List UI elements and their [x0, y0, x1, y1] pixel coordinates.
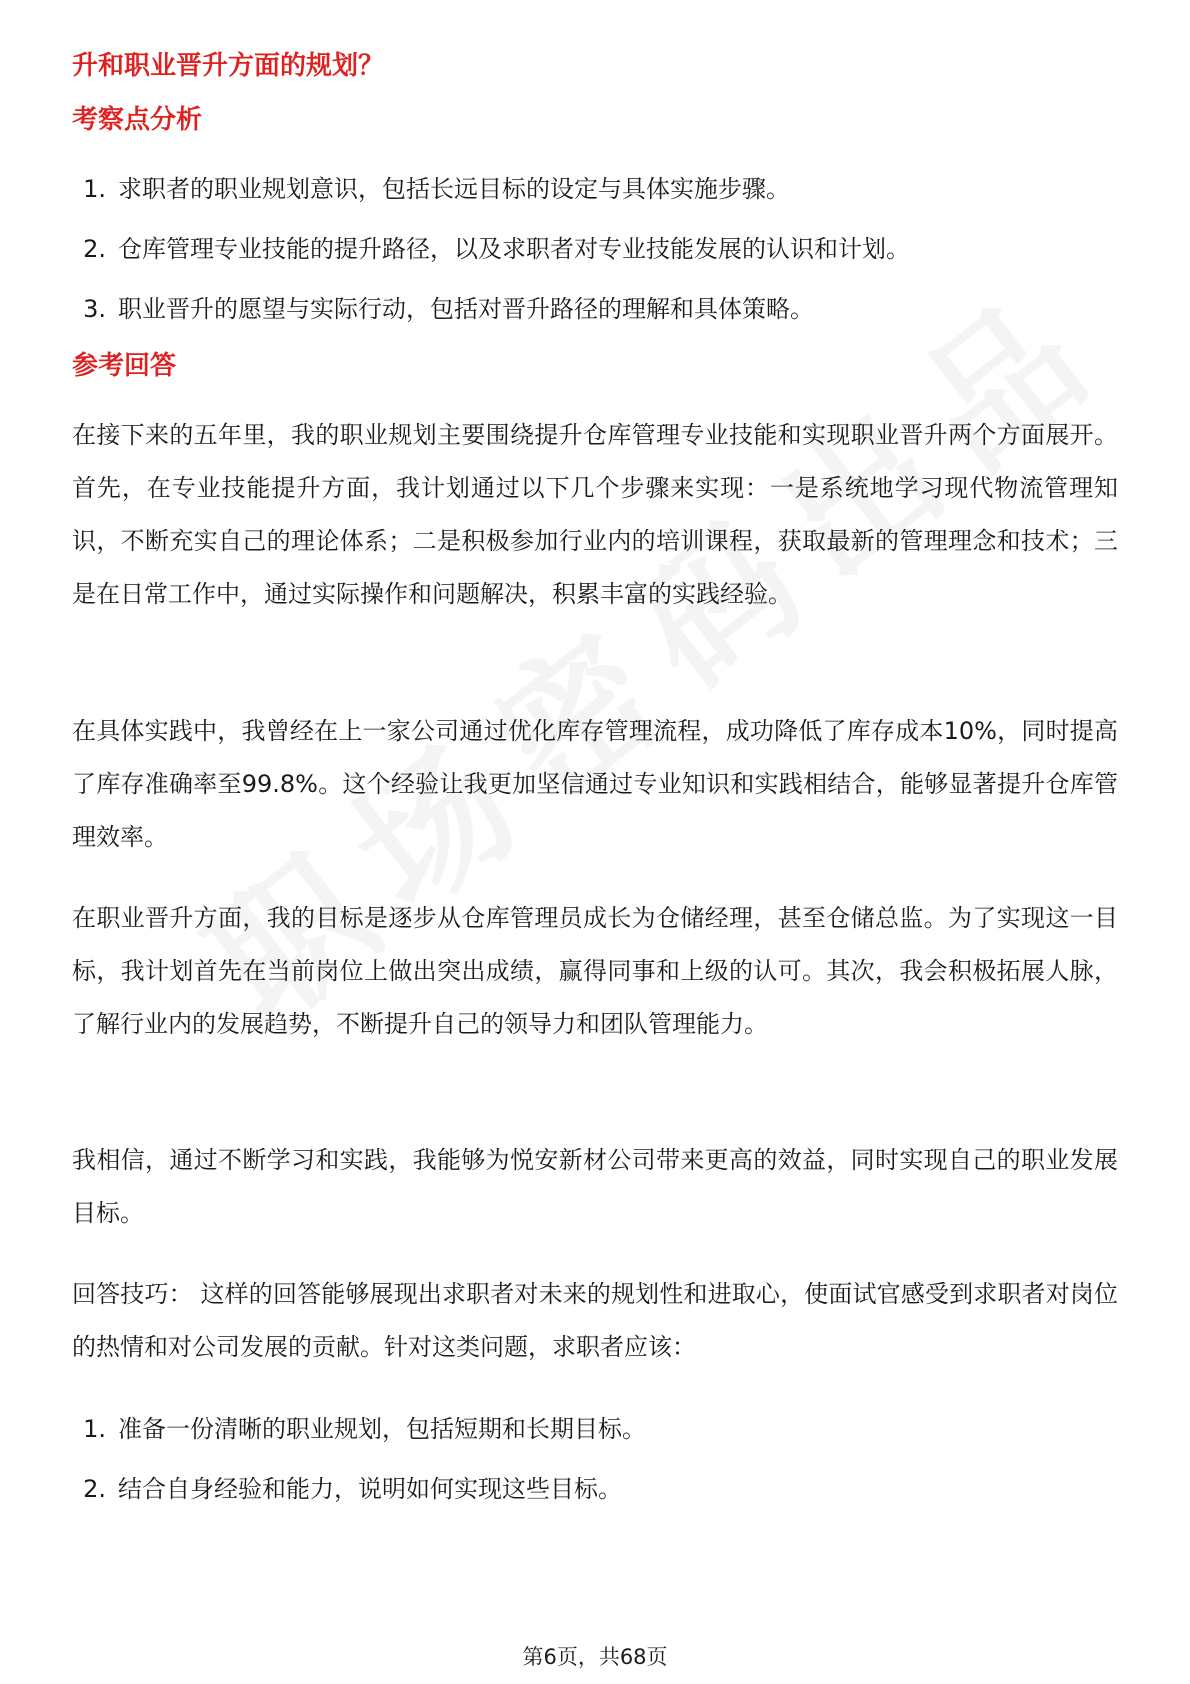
list-item	[72, 1472, 1118, 1532]
tips-paragraph: 回答技巧： 这样的回答能够展现出求职者对未来的规划性和进取心，使面试官感受到求职者对岗位的热情和对公司发展的贡献。针对这类问题，求职者应该：	[72, 1280, 1118, 1361]
list-item	[72, 292, 1118, 352]
answer-paragraph-2: 在具体实践中，我曾经在上一家公司通过优化库存管理流程，成功降低了库存成本10%，同时提高了库存准确率至99.8%。这个经验让我更加坚信通过专业知识和实践相结合，能够显著提升仓库管理效率。	[72, 717, 1118, 851]
answer-paragraph-4: 我相信，通过不断学习和实践，我能够为悦安新材公司带来更高的效益，同时实现自己的职业发展目标。	[72, 1146, 1118, 1227]
list-text: 求职者的职业规划意识，包括长远目标的设定与具体实施步骤。	[118, 175, 790, 203]
list-item	[72, 1412, 1118, 1472]
list-number: 3.	[83, 295, 106, 323]
list-number: 2.	[83, 235, 106, 263]
list-text: 职业晋升的愿望与实际行动，包括对晋升路径的理解和具体策略。	[118, 295, 814, 323]
answer-paragraph-3: 在职业晋升方面，我的目标是逐步从仓库管理员成长为仓储经理，甚至仓储总监。为了实现这一目标，我计划首先在当前岗位上做出突出成绩，赢得同事和上级的认可。其次，我会积极拓展人脉，了解行业内的发展趋势，不断提升自己的领导力和团队管理能力。	[72, 904, 1118, 1038]
list-text: 结合自身经验和能力，说明如何实现这些目标。	[118, 1475, 622, 1503]
list-item	[72, 172, 1118, 232]
list-text: 仓库管理专业技能的提升路径，以及求职者对专业技能发展的认识和计划。	[118, 235, 910, 263]
analysis-heading: 考察点分析	[72, 105, 203, 135]
page-footer: 第6页，共68页	[522, 1645, 668, 1669]
question-heading: 升和职业晋升方面的规划？	[72, 51, 385, 81]
analysis-list	[72, 172, 1118, 352]
answer-heading: 参考回答	[72, 351, 177, 381]
list-number: 1.	[83, 1415, 106, 1443]
answer-paragraph-1: 在接下来的五年里，我的职业规划主要围绕提升仓库管理专业技能和实现职业晋升两个方面展开。首先，在专业技能提升方面，我计划通过以下几个步骤来实现：一是系统地学习现代物流管理知识，不断充实自己的理论体系；二是积极参加行业内的培训课程，获取最新的管理理念和技术；三是在日常工作中，通过实际操作和问题解决，积累丰富的实践经验。	[72, 421, 1118, 608]
list-item	[72, 232, 1118, 292]
list-number: 1.	[83, 175, 106, 203]
list-text: 准备一份清晰的职业规划，包括短期和长期目标。	[118, 1415, 646, 1443]
tips-list	[72, 1412, 1118, 1532]
list-number: 2.	[83, 1475, 106, 1503]
